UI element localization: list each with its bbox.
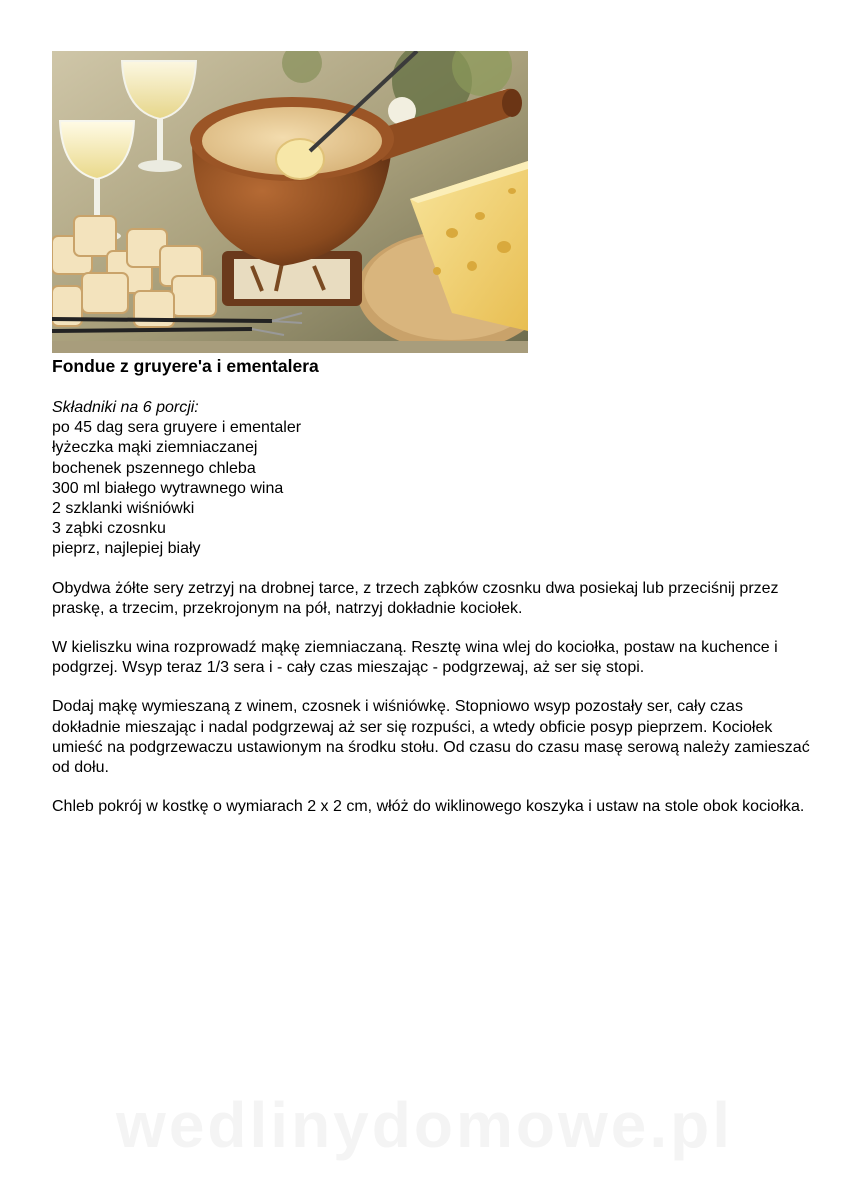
ingredient-item: 300 ml białego wytrawnego wina <box>52 479 284 497</box>
ingredient-item: pieprz, najlepiej biały <box>52 540 201 558</box>
fondue-photo <box>52 51 528 353</box>
instruction-paragraph-4: Chleb pokrój w kostkę o wymiarach 2 x 2 cm, włóż do wiklinowego koszyka i ustaw na stole obok kociołka. <box>52 798 805 816</box>
site-watermark: wedlinydomowe.pl <box>116 1089 733 1161</box>
ingredients-list <box>52 418 812 559</box>
instruction-paragraph-1: Obydwa żółte sery zetrzyj na drobnej tarce, z trzech ząbków czosnku dwa posiekaj lub przeciśnij przez praskę, a trzecim, przekrojonym na pół, natrzyj dokładnie kociołek. <box>52 579 779 617</box>
ingredient-item: 3 ząbki czosnku <box>52 520 166 538</box>
ingredient-item: bochenek pszennego chleba <box>52 459 256 477</box>
recipe-content <box>52 398 812 817</box>
instruction-paragraph-3: Dodaj mąkę wymieszaną z winem, czosnek i wiśniówkę. Stopniowo wsyp pozostały ser, cały czas dokładnie mieszając i nadal podgrzewaj aż ser się rozpuści, a wtedy obficie posyp pieprzem. Kociołek umieść na podgrzewaczu ustawionym na środku stołu. Od czasu do czasu masę serową należy zamieszać od dołu. <box>52 698 810 777</box>
ingredient-item: łyżeczka mąki ziemniaczanej <box>52 439 258 457</box>
ingredient-item: po 45 dag sera gruyere i ementaler <box>52 419 302 437</box>
ingredients-heading: Składniki na 6 porcji: <box>52 399 199 416</box>
instruction-paragraph-2: W kieliszku wina rozprowadź mąkę ziemniaczaną. Resztę wina wlej do kociołka, postaw na kuchence i podgrzej. Wsyp teraz 1/3 sera i - cały czas mieszając - podgrzewaj, aż ser się stopi. <box>52 639 778 677</box>
ingredient-item: 2 szklanki wiśniówki <box>52 500 195 518</box>
recipe-title: Fondue z gruyere'a i ementalera <box>52 356 319 376</box>
